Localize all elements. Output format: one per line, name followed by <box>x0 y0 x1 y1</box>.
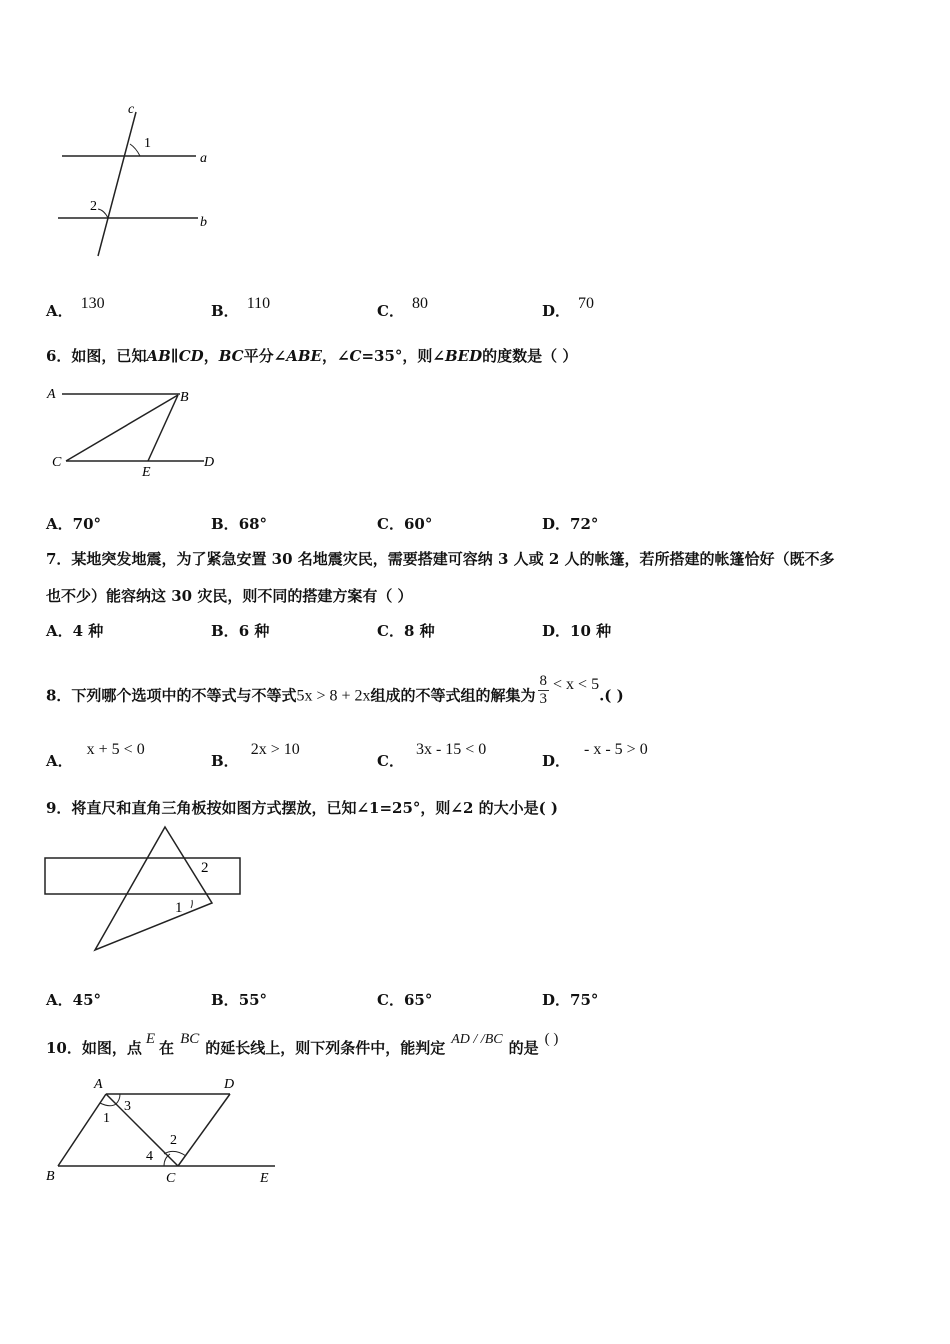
q6-option-c[interactable]: C．60° <box>377 515 433 533</box>
label-C: C <box>52 455 62 470</box>
segment-cb <box>66 395 178 461</box>
q10-stem: 10．如图，点 E 在 BC 的延长线上，则下列条件中，能判定 AD / /BC 的是 ( ) <box>46 1031 559 1057</box>
label-2: 2 <box>201 860 209 876</box>
q7-option-d[interactable]: D．10 种 <box>542 622 612 640</box>
q8-stem: 8．下列哪个选项中的不等式与不等式5x > 8 + 2x组成的不等式组的解集为 $\frac{8}{3}$ < x < 5.( ) <box>46 673 624 707</box>
q6-figure <box>44 382 234 482</box>
segment-ac <box>106 1094 178 1166</box>
q9-option-c[interactable]: C．65° <box>377 991 433 1009</box>
q6-option-d[interactable]: D．72° <box>542 515 599 533</box>
line-c <box>98 112 136 256</box>
q7-stem-line1: 7．某地突发地震，为了紧急安置 30 名地震灾民，需要搭建可容纳 3 人或 2 人的帐篷，若所搭建的帐篷恰好（既不多 <box>46 550 835 568</box>
label-1: 1 <box>144 136 151 151</box>
segment-dc <box>178 1094 230 1166</box>
label-D: D <box>204 455 215 470</box>
angle1-arc <box>100 1103 116 1106</box>
set-square <box>95 827 212 950</box>
label-A: A <box>47 387 56 402</box>
label-c: c <box>128 102 135 117</box>
label-1: 1 <box>103 1111 110 1126</box>
label-E: E <box>142 465 151 480</box>
ruler <box>45 858 240 894</box>
label-2: 2 <box>90 199 97 214</box>
q5-option-d[interactable]: D． 70 <box>542 295 595 320</box>
q8-base-inequality: 5x > 8 + 2x <box>296 687 371 705</box>
label-1: 1 <box>175 900 183 916</box>
label-D: D <box>224 1077 235 1092</box>
q8-option-d[interactable]: D．- x - 5 > 0 <box>542 741 648 770</box>
angle2-arc <box>98 209 108 218</box>
q5-option-a[interactable]: A． 130 <box>46 295 105 320</box>
q8-solution-range: < x < 5 <box>553 675 600 693</box>
label-b: b <box>200 215 207 230</box>
parallel-lines-figure <box>50 100 230 265</box>
label-B: B <box>180 390 189 405</box>
point-e: E <box>145 1031 156 1047</box>
q9-option-a[interactable]: A．45° <box>46 991 102 1009</box>
q7-option-c[interactable]: C．8 种 <box>377 622 435 640</box>
label-a: a <box>200 151 207 166</box>
segment-ab <box>58 1094 106 1166</box>
q5-option-b[interactable]: B． 110 <box>211 295 271 320</box>
q9-stem: 9．将直尺和直角三角板按如图方式摆放，已知∠1=25°，则∠2 的大小是( ) <box>46 799 559 817</box>
q9-option-d[interactable]: D．75° <box>542 991 599 1009</box>
q6-option-a[interactable]: A．70° <box>46 515 102 533</box>
angle3-arc <box>116 1094 120 1104</box>
label-A: A <box>94 1077 103 1092</box>
angle1-arc <box>130 144 140 156</box>
q8-option-c[interactable]: C．3x - 15 < 0 <box>377 741 487 770</box>
label-C: C <box>166 1171 176 1186</box>
q5-option-c[interactable]: C． 80 <box>377 295 428 320</box>
segment-eb <box>148 395 178 461</box>
label-B: B <box>46 1169 55 1184</box>
parallelogram-figure <box>40 1070 285 1190</box>
condition-ad-parallel-bc: AD / /BC <box>451 1032 503 1047</box>
q7-option-b[interactable]: B．6 种 <box>211 622 270 640</box>
q6-stem: 6．如图，已知AB∥CD，BC平分∠ABE，∠C=35°，则∠BED的度数是（ ） <box>46 347 578 365</box>
label-4: 4 <box>146 1149 153 1164</box>
angle1-arc <box>191 900 192 908</box>
ruler-triangle-figure <box>40 822 250 957</box>
q8-option-a[interactable]: A．x + 5 < 0 <box>46 741 145 770</box>
q7-stem-line2: 也不少）能容纳这 30 灾民，则不同的搭建方案有（ ） <box>46 587 413 605</box>
label-3: 3 <box>124 1099 131 1114</box>
q6-option-b[interactable]: B．68° <box>211 515 268 533</box>
q9-option-b[interactable]: B．55° <box>211 991 268 1009</box>
q7-option-a[interactable]: A．4 种 <box>46 622 104 640</box>
label-2: 2 <box>170 1133 177 1148</box>
q8-option-b[interactable]: B．2x > 10 <box>211 741 300 770</box>
segment-bc: BC <box>180 1031 200 1047</box>
label-E: E <box>260 1171 269 1186</box>
q8-fraction: $\frac{8}{3}$ <box>539 673 548 707</box>
